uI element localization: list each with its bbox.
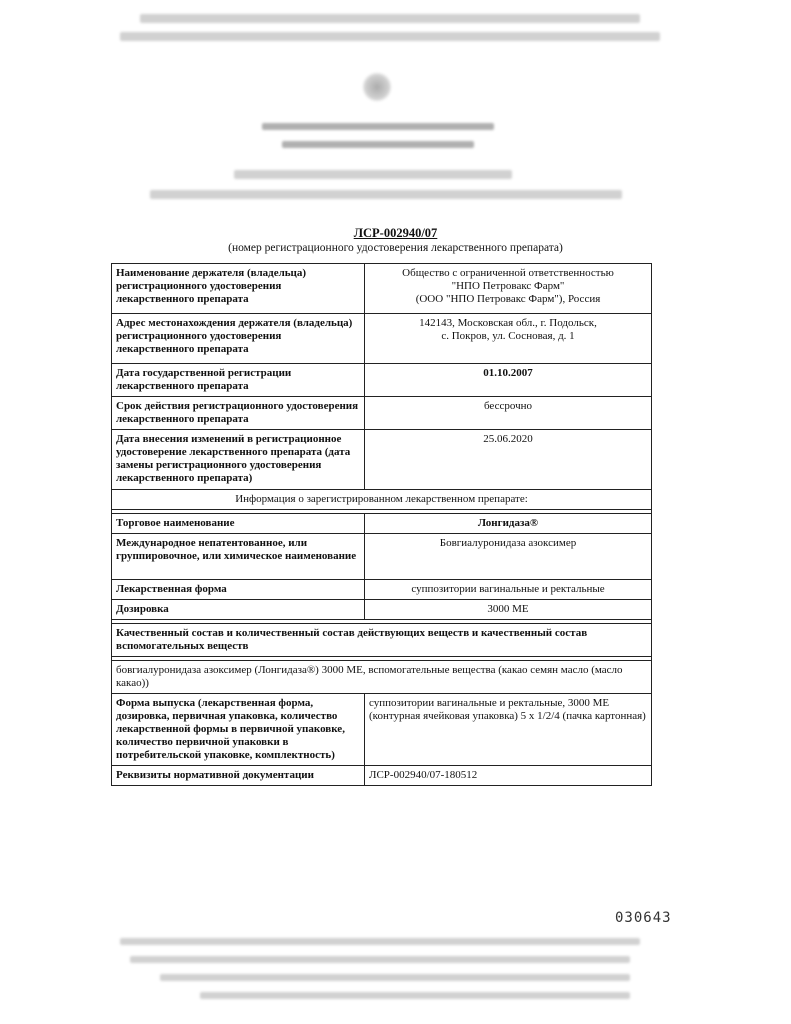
faded-ministry-line [282, 141, 474, 148]
table-row [112, 514, 652, 534]
holder-name-label: Наименование держателя (владельца) регистрационного удостоверения лекарственного препарата [112, 264, 365, 314]
serial-number: 030643 [615, 910, 672, 926]
dosage-label: Дозировка [112, 600, 365, 620]
inn-label: Международное непатентованное, или группировочное, или химическое наименование [112, 534, 365, 580]
inn-value: Бовгиалуронидаза азоксимер [365, 534, 652, 580]
faded-header-line [120, 32, 660, 41]
registration-date-label: Дата государственной регистрации лекарственного препарата [112, 364, 365, 397]
holder-name-value: Общество с ограниченной ответственностью "НПО Петровакс Фарм" (ООО "НПО Петровакс Фарм"), Россия [365, 264, 652, 314]
trade-name-value: Лонгидаза® [365, 514, 652, 534]
table-row [112, 534, 652, 580]
change-date-value: 25.06.2020 [365, 430, 652, 490]
dosage-value: 3000 МЕ [365, 600, 652, 620]
change-date-label: Дата внесения изменений в регистрационное удостоверение лекарственного препарата (дата замены регистрационного удостоверения лекарственного препарата) [112, 430, 365, 490]
table-row [112, 624, 652, 657]
regulatory-docs-value: ЛСР-002940/07-180512 [365, 766, 652, 786]
faded-ministry-line [262, 123, 494, 130]
faded-footer-line [200, 992, 630, 999]
faded-footer-line [120, 938, 640, 945]
faded-title-line [234, 170, 512, 179]
holder-address-value: 142143, Московская обл., г. Подольск, с. Покров, ул. Сосновая, д. 1 [365, 314, 652, 364]
release-form-label: Форма выпуска (лекарственная форма, дозировка, первичная упаковка, количество лекарственной формы в первичной упаковке, количество первичной упаковки в потребительской упаковке, комплектность) [112, 694, 365, 766]
table-row [112, 661, 652, 694]
table-row [112, 364, 652, 397]
validity-value: бессрочно [365, 397, 652, 430]
faded-header-line [140, 14, 640, 23]
registration-number-caption: (номер регистрационного удостоверения лекарственного препарата) [228, 242, 563, 254]
dosage-form-value: суппозитории вагинальные и ректальные [365, 580, 652, 600]
holder-address-label: Адрес местонахождения держателя (владельца) регистрационного удостоверения лекарственного препарата [112, 314, 365, 364]
table-row [112, 766, 652, 786]
table-row [112, 314, 652, 364]
table-row [112, 490, 652, 510]
dosage-form-label: Лекарственная форма [112, 580, 365, 600]
composition-label: Качественный состав и количественный состав действующих веществ и качественный состав вспомогательных веществ [112, 624, 652, 657]
table-row [112, 397, 652, 430]
faded-footer-line [130, 956, 630, 963]
table-row [112, 430, 652, 490]
table-row [112, 264, 652, 314]
table-row [112, 600, 652, 620]
table-row [112, 694, 652, 766]
validity-label: Срок действия регистрационного удостоверения лекарственного препарата [112, 397, 365, 430]
info-header: Информация о зарегистрированном лекарственном препарате: [112, 490, 652, 510]
registration-date-value: 01.10.2007 [365, 364, 652, 397]
faded-title-line [150, 190, 622, 199]
composition-value: бовгиалуронидаза азоксимер (Лонгидаза®) 3000 МЕ, вспомогательные вещества (какао семян масло (масло какао)) [112, 661, 652, 694]
faded-footer-line [160, 974, 630, 981]
trade-name-label: Торговое наименование [112, 514, 365, 534]
state-emblem-icon [362, 72, 392, 102]
table-row [112, 580, 652, 600]
registration-table [111, 263, 652, 786]
registration-number: ЛСР-002940/07 [353, 226, 438, 240]
release-form-value: суппозитории вагинальные и ректальные, 3000 МЕ (контурная ячейковая упаковка) 5 x 1/2/4 (пачка картонная) [365, 694, 652, 766]
regulatory-docs-label: Реквизиты нормативной документации [112, 766, 365, 786]
